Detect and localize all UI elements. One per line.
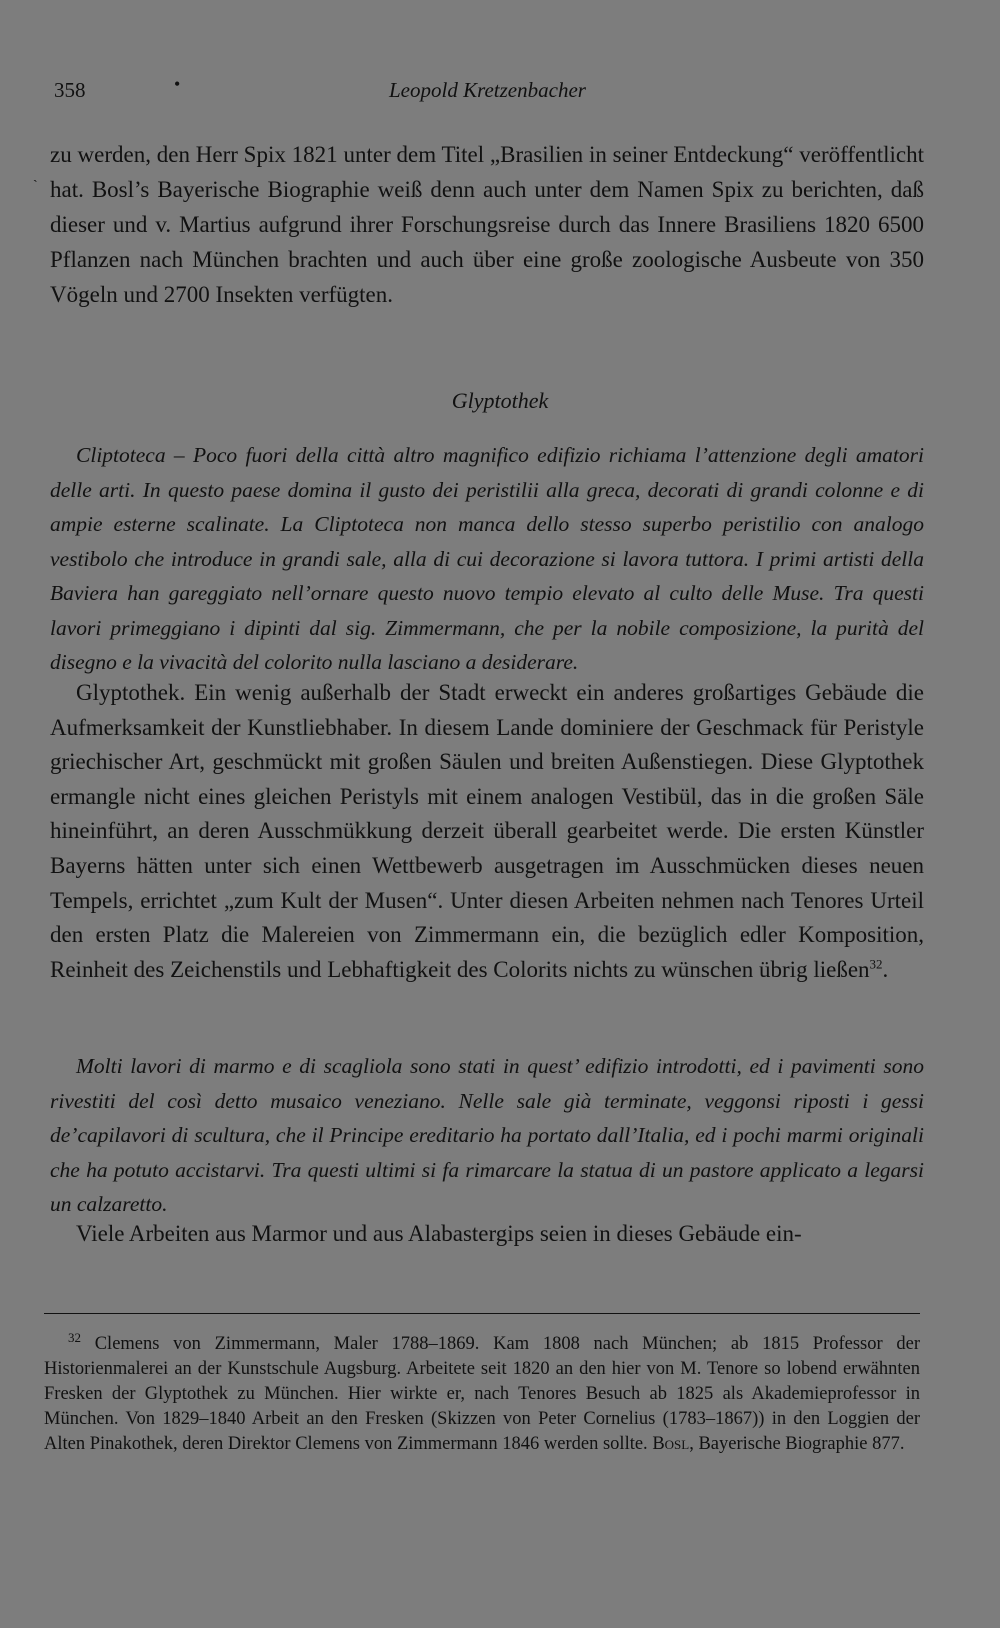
section-heading: Glyptothek xyxy=(451,388,549,413)
paragraph-glyptothek xyxy=(50,676,924,987)
footnote-divider xyxy=(44,1313,920,1314)
bullet-mark-icon: • xyxy=(174,74,181,94)
footnote-ref[interactable]: 32 xyxy=(869,956,883,972)
footnote-author-smallcaps: Bosl xyxy=(652,1434,690,1454)
paragraph-viele: Viele Arbeiten aus Marmor und aus Alabastergips seien in dieses Gebäude ein- xyxy=(76,1221,802,1246)
margin-tick-icon: ˎ xyxy=(33,168,38,183)
page-number: 358 xyxy=(54,78,86,102)
footnote-text-a: Clemens von Zimmermann, Maler 1788–1869. Kam 1808 nach München; ab 1815 Professor der Historienmalerei an der Kunstschule Augsburg. Arbeitete seit 1820 an den hier von M. Tenore so lobend erwähnten Fresken der Glyptothek zu München. Hier wirkte er, nach Tenores Besuch ab 1825 als Akademieprofessor in München. Von 1829–1840 Arbeit an den Fresken (Skizzen von Peter Cornelius (1783–1867)) in den Loggien der Alten Pinakothek, deren Direktor Clemens von Zimmermann 1846 werden sollte. xyxy=(44,1334,920,1454)
italian-quote-cliptoteca: Cliptoteca – Poco fuori della città altro magnifico edifizio richiama l’attenzione degli amatori delle arti. In questo paese domina il gusto dei peristilii alla greca, decorati di grandi colonne e di ampie esterne scalinate. La Cliptoteca non manca dello stesso superbo peristilio con analogo vestibolo che introduce in grandi sale, alla di cui decorazione si lavora tuttora. I primi artisti della Baviera han gareggiato nell’ornare questo nuovo tempio elevato al culto delle Muse. Tra questi lavori primeggiano i dipinti dal sig. Zimmermann, che per la nobile composizione, la purità del disegno e la vivacità del colorito nulla lasciano a desiderare. xyxy=(50,443,924,674)
paragraph-glyptothek-end: . xyxy=(882,956,889,982)
footnote-text-b: , Bayerische Biographie 877. xyxy=(689,1434,905,1454)
footnote-number: 32 xyxy=(68,1329,81,1345)
italian-quote-marmo: Molti lavori di marmo e di scagliola sono stati in quest’ edifizio introdotti, ed i pavimenti sono rivestiti del così detto musaico veneziano. Nelle sale già terminate, veggonsi riposti i gessi de’capilavori di scultura, che il Principe ereditario ha portato dall’Italia, ed i pochi marmi originali che ha potuto accistarvi. Tra questi ultimi si fa rimarcare la statua di un pastore applicato a legarsi un calzaretto. xyxy=(50,1054,924,1216)
paragraph-spix: zu werden, den Herr Spix 1821 unter dem Titel „Brasilien in seiner Entdeckung“ veröffentlicht hat. Bosl’s Bayerische Biographie weiß denn auch unter dem Namen Spix zu berichten, daß dieser und v. Martius aufgrund ihrer Forschungsreise durch das Innere Brasiliens 1820 6500 Pflanzen nach München brachten und auch über eine große zoologische Ausbeute von 350 Vögeln und 2700 Insekten verfügten. xyxy=(50,142,924,307)
running-author: Leopold Kretzenbacher xyxy=(389,78,586,102)
footnote-32 xyxy=(44,1329,920,1457)
paragraph-glyptothek-text: Glyptothek. Ein wenig außerhalb der Stadt erweckt ein anderes großartiges Gebäude die Aufmerksamkeit der Kunstliebhaber. In diesem Lande dominiere der Geschmack für Peristyle griechischer Art, geschmückt mit großen Säulen und breiten Außenstiegen. Diese Glyptothek ermangle nicht eines gleichen Peristyls mit einem analogen Vestibül, das in die großen Säle hineinführt, an deren Ausschmükkung derzeit überall gearbeitet werde. Die ersten Künstler Bayerns hätten unter sich einen Wettbewerb ausgetragen im Ausschmücken dieses neuen Tempels, errichtet „zum Kult der Musen“. Unter diesen Arbeiten nehmen nach Tenores Urteil den ersten Platz die Malereien von Zimmermann ein, die bezüglich edler Komposition, Reinheit des Zeichenstils und Lebhaftigkeit des Colorits nichts zu wünschen übrig ließen xyxy=(50,680,924,982)
running-head xyxy=(54,74,934,108)
